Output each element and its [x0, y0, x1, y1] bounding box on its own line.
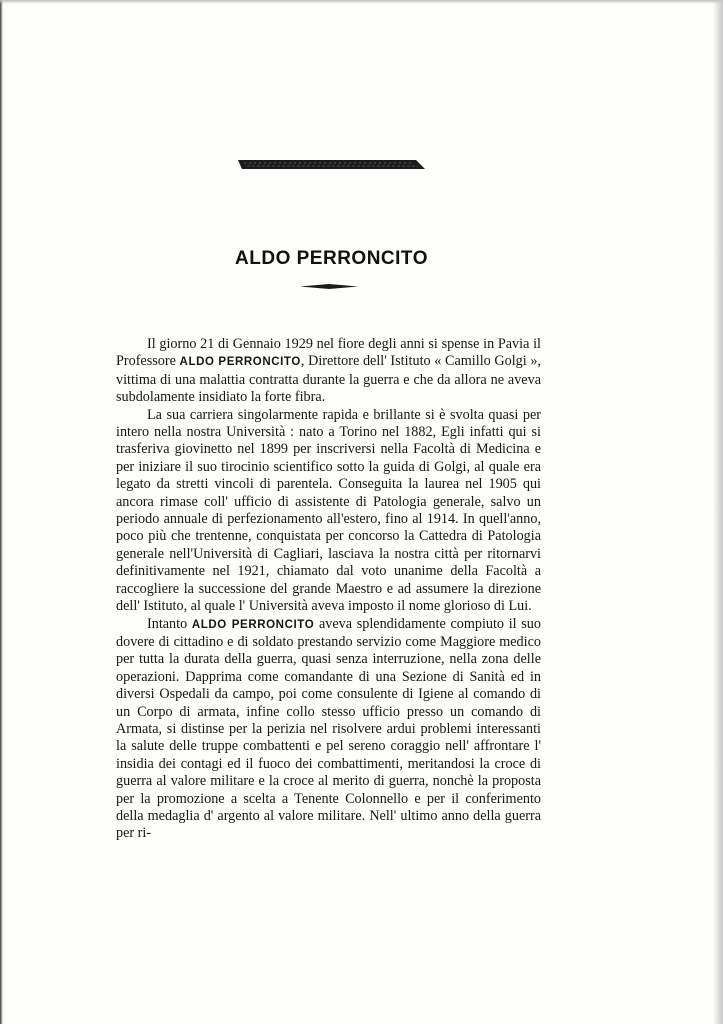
- header-ornament: [238, 158, 425, 171]
- paragraph: La sua carriera singolarmente rapida e brillante si è svolta quasi per intero nella nostra Università : nato a Torino nel 1882, Egli infatti qui si trasferiva giovinetto nel 1899 per inscriversi nella Facoltà di Medicina e per iniziare il suo tirocinio scientifico sotto la guida di Golgi, al quale era legato da stretti vincoli di parentela. Conseguita la laurea nel 1905 qui ancora rimase coll' ufficio di assistente di Patologia generale, salvo un periodo annuale di perfezionamento all'estero, fino al 1914. In quell'anno, poco più che trentenne, conquistata per concorso la Cattedra di Patologia generale nell'Università di Cagliari, lasciava la nostra città per ritornarvi definitivamente nel 1921, chiamato dal voto unanime della Facoltà a raccogliere la successione del grande Maestro e ad assumere la direzione dell' Istituto, al quale l' Università aveva imposto il nome glorioso di Lui.: [116, 406, 541, 615]
- paragraph: [116, 616, 541, 843]
- article-title: ALDO PERRONCITO: [235, 248, 428, 269]
- page-edge-top: [0, 0, 723, 4]
- paragraph-text: aveva splendidamente compiuto il suo dovere di cittadino e di soldato prestando servizio come Maggiore medico per tutta la durata della guerra, quasi senza interruzione, nella zona delle operazioni. Dapprima come comandante di una Sezione di Sanità ed in diversi Ospedali da campo, poi come consulente di Igiene al comando di un Corpo di armata, infine collo stesso ufficio presso un comando di Armata, si distinse per la perizia nel risolvere ardui problemi interessanti la salute delle truppe combattenti e pel sereno coraggio nell' affrontare l' insidia dei contagi ed il fuoco dei combattimenti, meritandosi la croce di guerra al valore militare e la croce al merito di guerra, nonchè la proposta per la promozione a scelta a Tenente Colonnello e per il conferimento della medaglia d' argento al valore militare. Nell' ultimo anno della guerra per ri-: [116, 615, 541, 842]
- paragraph-text: Il giorno 21 di Gennaio 1929 nel fiore degli anni si spense in Pavia il Professore: [116, 336, 541, 370]
- page-edge-shadow: [0, 0, 3, 1024]
- paragraph-text: , Direttore dell' Istituto « Camillo Golgi », vittima di una malattia contratta durante la guerra e che da allora ne aveva subdolamente insidiato la forte fibra.: [116, 353, 541, 406]
- person-name: ALDO PERRONCITO: [191, 618, 315, 631]
- page-edge-right: [713, 0, 723, 1024]
- paragraph-text: Intanto: [147, 615, 192, 632]
- title-rule-ornament: [300, 284, 358, 289]
- person-name: ALDO PERRONCITO: [179, 356, 301, 369]
- paragraph: [116, 336, 541, 407]
- article-body: [116, 336, 541, 843]
